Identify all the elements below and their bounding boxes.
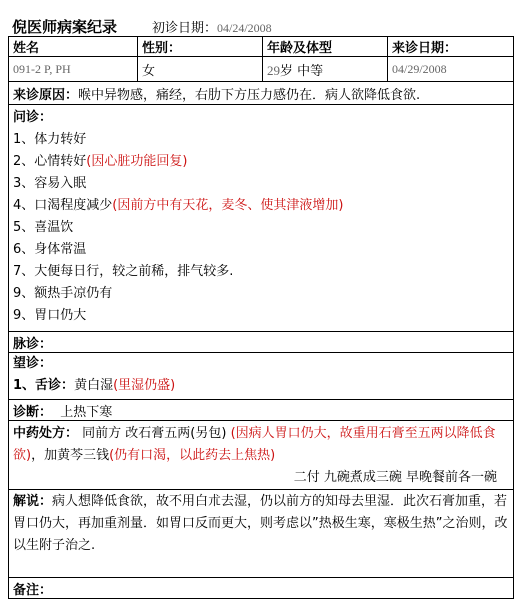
first-visit-label: 初诊日期： bbox=[152, 21, 218, 36]
tongue-label: 舌诊： bbox=[35, 378, 75, 393]
inquiry-list bbox=[13, 129, 509, 327]
first-visit bbox=[152, 17, 272, 36]
inquiry-section bbox=[9, 105, 514, 332]
herbs-label: 中药处方： bbox=[13, 426, 79, 441]
reason-label: 来诊原因： bbox=[13, 87, 79, 103]
reason-text: 喉中异物感，痛经，右肋下方压力感仍在．病人欲降低食欲. bbox=[78, 87, 421, 103]
age-label: 年龄及体型 bbox=[263, 37, 388, 57]
tongue-text: 黄白湿 bbox=[74, 378, 114, 393]
list-item: 3、容易入眠 bbox=[13, 176, 87, 191]
age-number: 29 bbox=[267, 62, 280, 78]
herbs-text: 中药处方： 同前方 改石膏五两(另包) (因病人胃口仍大，故重用石膏至五两以降低食欲)，加黄芩三钱(仍有口渴，以此药去上焦热) bbox=[13, 426, 496, 463]
record-header bbox=[8, 8, 513, 36]
sex-label: 性别： bbox=[138, 37, 263, 57]
explain-text: 解说：病人想降低食欲，故不用白朮去湿，仍以前方的知母去里湿．此次石膏加重，若胃口仍大，再加重剂量．如胃口反而更大，则考虑以”热极生寒，寒极生热”之治则，改以生附子治之. bbox=[13, 494, 508, 553]
explain-label: 解说： bbox=[13, 494, 53, 509]
observe-label: 望诊： bbox=[13, 356, 53, 371]
diagnosis-row bbox=[9, 400, 514, 421]
pulse-label: 脉诊： bbox=[13, 336, 53, 352]
diagnosis-label: 诊断： bbox=[13, 404, 53, 420]
visit-date-label: 来诊日期： bbox=[388, 37, 514, 57]
diagnosis-text: 上热下寒 bbox=[60, 404, 113, 420]
name-value: 091-2 P, PH bbox=[13, 61, 71, 76]
name-label: 姓名 bbox=[9, 37, 138, 57]
herbs-dosage: 二付 九碗煮成三碗 早晚餐前各一碗 bbox=[293, 470, 497, 485]
tongue-note: (里湿仍盛) bbox=[113, 378, 176, 393]
sex-value: 女 bbox=[142, 63, 156, 79]
list-item: 9、额热手凉仍有 bbox=[13, 286, 113, 301]
remarks-row bbox=[9, 578, 514, 599]
list-item: 9、胃口仍大 bbox=[13, 308, 87, 323]
visit-date-value: 04/29/2008 bbox=[392, 61, 447, 76]
remarks-label: 备注： bbox=[13, 582, 53, 598]
record-title: 倪医师病案纪录 bbox=[12, 18, 118, 36]
herbs-section bbox=[9, 421, 514, 490]
list-item: 2、心情转好(因心脏功能回复) bbox=[13, 154, 188, 169]
observe-section bbox=[9, 353, 514, 400]
medical-record bbox=[8, 8, 513, 599]
list-item: 6、身体常温 bbox=[13, 242, 87, 257]
age-text: 岁 中等 bbox=[280, 63, 324, 79]
list-item: 7、大便每日行，较之前稀，排气较多. bbox=[13, 264, 234, 279]
list-item: 4、口渴程度减少(因前方中有天花，麦冬、使其津液增加) bbox=[13, 198, 344, 213]
tongue-line: 1、舌诊：黄白湿(里湿仍盛) bbox=[13, 378, 176, 393]
pulse-row bbox=[9, 332, 514, 353]
inquiry-label: 问诊： bbox=[13, 110, 53, 125]
list-item: 5、喜温饮 bbox=[13, 220, 74, 235]
explain-section bbox=[9, 490, 514, 578]
first-visit-date: 04/24/2008 bbox=[217, 21, 272, 35]
record-table bbox=[8, 36, 514, 599]
reason-row bbox=[9, 82, 514, 105]
list-item: 1、体力转好 bbox=[13, 132, 87, 147]
